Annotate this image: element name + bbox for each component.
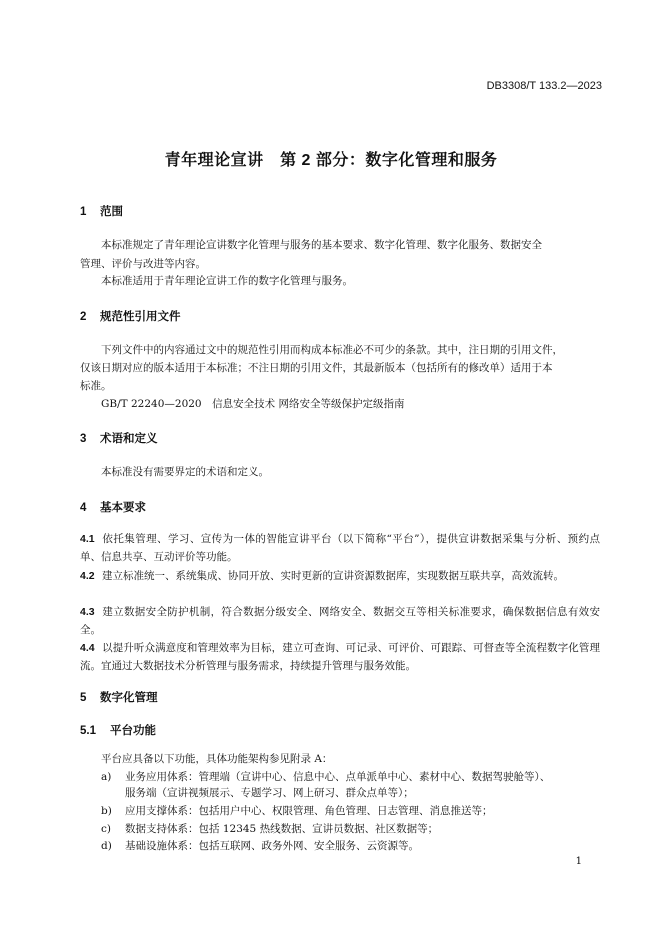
clause-text: 建立标准统一、系统集成、协同开放、实时更新的宣讲资源数据库，实现数据互联共享，高效流转。 (102, 570, 564, 582)
list-label: c) (101, 823, 111, 835)
clause-text: 依托集管理、学习、宣传为一体的智能宣讲平台（以下简称“平台”），提供宣讲数据采集与分析、预约点单、信息共享、互动评价等功能。 (80, 533, 600, 563)
section-title: 基本要求 (100, 502, 146, 514)
section-heading-digital-management (80, 689, 158, 705)
paragraph-line: 本标准适用于青年理论宣讲工作的数字化管理与服务。 (101, 275, 353, 287)
list-text: 业务应用体系：管理端（宣讲中心、信息中心、点单派单中心、素材中心、数据驾驶舱等）、 (125, 771, 551, 783)
section-title: 数字化管理 (100, 692, 158, 704)
paragraph-line: 管理、评价与改进等内容。 (80, 258, 206, 270)
section-number: 5 (80, 692, 87, 704)
clause-number: 4.1 (80, 533, 95, 545)
section-heading-basic-requirements (80, 499, 146, 515)
section-number: 4 (80, 502, 87, 514)
reference-entry: GB/T 22240—2020 信息安全技术 网络安全等级保护定级指南 (101, 398, 405, 410)
subsection-number: 5.1 (80, 725, 96, 737)
section-heading-scope (80, 203, 123, 219)
clause-text: 建立数据安全防护机制，符合数据分级安全、网络安全、数据交互等相关标准要求，确保数据信息有效安全。 (80, 606, 600, 636)
list-item (101, 770, 550, 784)
list-item-continuation: 服务端（宣讲视频展示、专题学习、网上研习、群众点单等）； (125, 787, 414, 799)
list-text: 应用支撑体系：包括用户中心、权限管理、角色管理、日志管理、消息推送等； (125, 805, 493, 817)
document-number: DB3308/T 133.2—2023 (486, 80, 602, 92)
section-heading-normative-references (80, 308, 181, 324)
subsection-title: 平台功能 (110, 725, 156, 737)
list-label: b) (101, 805, 112, 817)
list-label: d) (101, 840, 112, 852)
page-title: 青年理论宣讲 第 2 部分：数字化管理和服务 (164, 152, 498, 169)
section-number: 3 (80, 433, 87, 445)
section-title: 规范性引用文件 (100, 311, 181, 323)
paragraph-line: 仅该日期对应的版本适用于本标准；不注日期的引用文件，其最新版本（包括所有的修改单）适用于本 (80, 362, 553, 374)
list-item (101, 822, 438, 836)
page-number: 1 (575, 856, 582, 867)
list-label: a) (101, 771, 112, 783)
section-title: 术语和定义 (100, 433, 158, 445)
paragraph-line: 本标准规定了青年理论宣讲数字化管理与服务的基本要求、数字化管理、数字化服务、数据安全 (101, 239, 542, 251)
clause-4-3 (80, 603, 600, 639)
section-title: 范围 (100, 206, 123, 218)
clause-text: 以提升听众满意度和管理效率为目标，建立可查询、可记录、可评价、可跟踪、可督查等全流程数字化管理流。宜通过大数据技术分析管理与服务需求，持续提升管理与服务效能。 (80, 642, 600, 672)
list-item (101, 804, 493, 818)
clause-number: 4.4 (80, 642, 95, 654)
paragraph-line: 下列文件中的内容通过文中的规范性引用而构成本标准必不可少的条款。其中，注日期的引用文件， (101, 344, 563, 356)
subsection-heading-platform-functions (80, 722, 156, 738)
list-text: 基础设施体系：包括互联网、政务外网、安全服务、云资源等。 (125, 840, 419, 852)
clause-4-1 (80, 530, 600, 566)
section-heading-terms (80, 430, 158, 446)
clause-4-4 (80, 639, 600, 675)
clause-number: 4.3 (80, 606, 95, 618)
paragraph-line: 平台应具备以下功能，具体功能架构参见附录 A： (101, 753, 333, 765)
list-item (101, 839, 419, 853)
paragraph-line: 标准。 (80, 380, 112, 392)
section-number: 2 (80, 311, 87, 323)
clause-number: 4.2 (80, 570, 95, 582)
clause-4-2 (80, 567, 600, 585)
list-text: 数据支持体系：包括 12345 热线数据、宣讲员数据、社区数据等； (125, 823, 439, 835)
section-number: 1 (80, 206, 87, 218)
paragraph-line: 本标准没有需要界定的术语和定义。 (101, 466, 269, 478)
